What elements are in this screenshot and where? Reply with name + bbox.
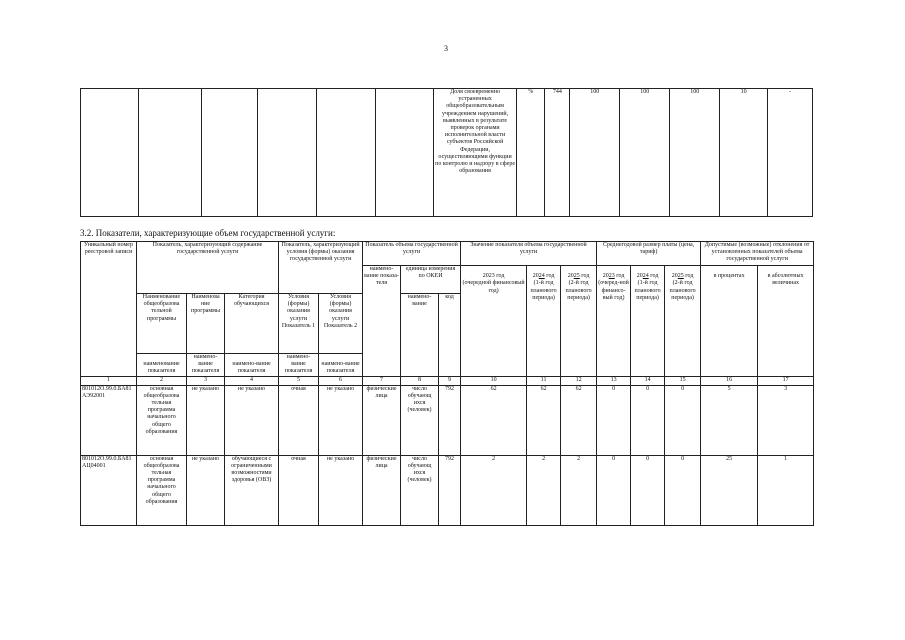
fee-2024-sub: (1-й год планового периода) [634,280,661,301]
cell: физические лица [363,455,401,525]
cell: число обучающ ихся (человек) [401,455,439,525]
table-row [81,385,814,455]
cell: 2 [527,455,561,525]
fee-2025-suffix: год [685,273,694,280]
cell: 0 [597,385,631,455]
cell: 0 [631,385,665,455]
indicator-name: Доля своевременно устраненных общеобразовательным учреждением нарушений, выявленных в результате проверок органами исполнительной власти субъектов Российской Федерации, осуществляющими функции по контролю и надзору в сфере образования [433,89,516,217]
fee-2023-year: 23 [608,273,615,280]
value-2025: 100 [670,89,720,217]
cell: обучающиеся с ограниченными возможностями здоровья (ОВЗ) [225,455,279,525]
year-2025-sub: (2-й год планового периода) [565,280,592,301]
cell-program: основная общеобразова тельная программа начального общего образования [137,455,187,525]
col-number: 7 [363,376,401,385]
name-label-2: наимено-вание показателя [187,354,225,377]
col-number: 12 [561,376,597,385]
cell-reg-num: 801012О.99.0.БА81АЦ04001 [81,455,137,525]
col-number: 3 [187,376,225,385]
cell: 1 [758,455,814,525]
col-number: 15 [665,376,701,385]
col-number: 11 [527,376,561,385]
cell: не указано [187,385,225,455]
col-number: 14 [631,376,665,385]
fee-2024-suffix: год [650,273,659,280]
cell: не указано [319,385,363,455]
volume-indicators-table [80,241,814,526]
cell: не указано [225,385,279,455]
fee-2023-sub: (очеред-ной финансо-вый год) [598,280,629,301]
cell: не указано [187,455,225,525]
cell: 2 [561,455,597,525]
cell-program: основная общеобразова тельная программа начального общего образования [137,385,187,455]
header-values-group: Значение показателя объема государственной услуги [461,242,597,266]
header-fee-2025 [665,266,701,377]
header-dev-pct [701,266,758,377]
header-unit-name: наимено-вание [401,294,439,377]
col-number: 4 [225,376,279,385]
deviation-percent: 10 [720,89,768,217]
cell: 3 [758,385,814,455]
col-number: 6 [319,376,363,385]
cell: 62 [561,385,597,455]
column-number-row [81,376,814,385]
value-2023: 100 [570,89,620,217]
cell: 0 [597,455,631,525]
col-number: 9 [439,376,461,385]
cell: очная [279,455,319,525]
col-number: 16 [701,376,758,385]
header-fee-2023 [597,266,631,377]
cell: физические лица [363,385,401,455]
fee-2023-suffix: год [616,273,625,280]
header-content-group: Показатель, характеризующий содержание государственной услуги [137,242,279,294]
col-number: 1 [81,376,137,385]
name-label-1: наименование показателя [137,354,187,377]
cell: 792 [439,455,461,525]
col-number: 17 [758,376,814,385]
fee-2024-prefix: 20 [636,273,643,280]
header-year-2024 [527,266,561,377]
table-row [81,455,814,525]
cell-reg-num: 801012О.99.0.БА81АЭ92001 [81,385,137,455]
page-number: 3 [444,44,448,53]
header-c1: Наименование общеобразова тельной программы [137,294,187,354]
quality-indicator-continuation-table [80,88,813,217]
col-number: 10 [461,376,527,385]
dev-abs-label: в абсолютных величинах [767,273,804,287]
name-label-3: наимено-вание показателя [225,354,279,377]
cell: 0 [631,455,665,525]
empty-cell [375,89,433,217]
year-2025-year: 25 [573,273,580,280]
empty-cell [201,89,257,217]
year-2024-year: 24 [538,273,545,280]
col-number: 13 [597,376,631,385]
empty-cell [139,89,201,217]
cell: 792 [439,385,461,455]
cell: 25 [701,455,758,525]
fee-2025-year: 25 [677,273,684,280]
header-year-2023 [461,266,527,377]
header-volume-group: Показатель объема государственной услуги [363,242,461,266]
cell: 0 [665,455,701,525]
unit-name: % [517,89,545,217]
cell: 2 [461,455,527,525]
year-2024-prefix: 20 [532,273,539,280]
empty-cell [81,89,139,217]
empty-cell [257,89,316,217]
quality-row [81,89,813,217]
col-number: 5 [279,376,319,385]
fee-2023-prefix: 20 [602,273,609,280]
year-2023-label: 2023 год [482,273,505,280]
year-2024-sub: (1-й год планового периода) [530,280,557,301]
fee-2025-prefix: 20 [671,273,678,280]
header-deviation-group: Допустимые (возможные) отклонения от установленных показателей объема государственной услуги [701,242,814,266]
col-number: 8 [401,376,439,385]
cell: 5 [701,385,758,455]
section-title: 3.2. Показатели, характеризующие объем государственной услуги: [80,228,336,238]
header-f2: Условия (формы) оказания услуги Показатель 2 [319,294,363,354]
name-label-5: наимено-вание показателя [319,354,363,377]
header-fee-2024 [631,266,665,377]
header-c3: Категория обучающихся [225,294,279,354]
cell: число обучающ ихся (человек) [401,385,439,455]
cell: не указано [319,455,363,525]
dev-pct-label: в процентах [713,273,745,280]
value-2024: 100 [620,89,670,217]
okei-code: 744 [545,89,570,217]
cell: 0 [665,385,701,455]
year-2024-suffix: год [546,273,555,280]
header-vol-unit: единица измерения по ОКЕИ [401,266,461,294]
col-number: 2 [137,376,187,385]
header-reg-num: Уникальный номер реестровой записи [81,242,137,377]
header-dev-abs [758,266,814,377]
cell: 62 [461,385,527,455]
fee-2024-year: 24 [642,273,649,280]
name-label-4: наимено-вание показателя [279,354,319,377]
cell: очная [279,385,319,455]
header-year-2025 [561,266,597,377]
header-vol-name: наимено-вание показа-теля [363,266,401,377]
header-conditions-group: Показатель, характеризующий условия (формы) оказания государственной услуги [279,242,363,294]
header-f1: Условия (формы) оказания услуги Показатель 1 [279,294,319,354]
header-fee-group: Среднегодовой размер платы (цена, тариф) [597,242,701,266]
year-2025-prefix: 20 [567,273,574,280]
header-row-1 [81,242,814,266]
empty-cell [317,89,375,217]
deviation-absolute: - [768,89,813,217]
year-2025-suffix: год [581,273,590,280]
year-2023-sub: (очередной финансовый год) [462,280,525,294]
cell: 62 [527,385,561,455]
fee-2025-sub: (2-й год планового периода) [669,280,696,301]
header-unit-code: код [439,294,461,377]
header-c2: Наименова ние программы [187,294,225,354]
